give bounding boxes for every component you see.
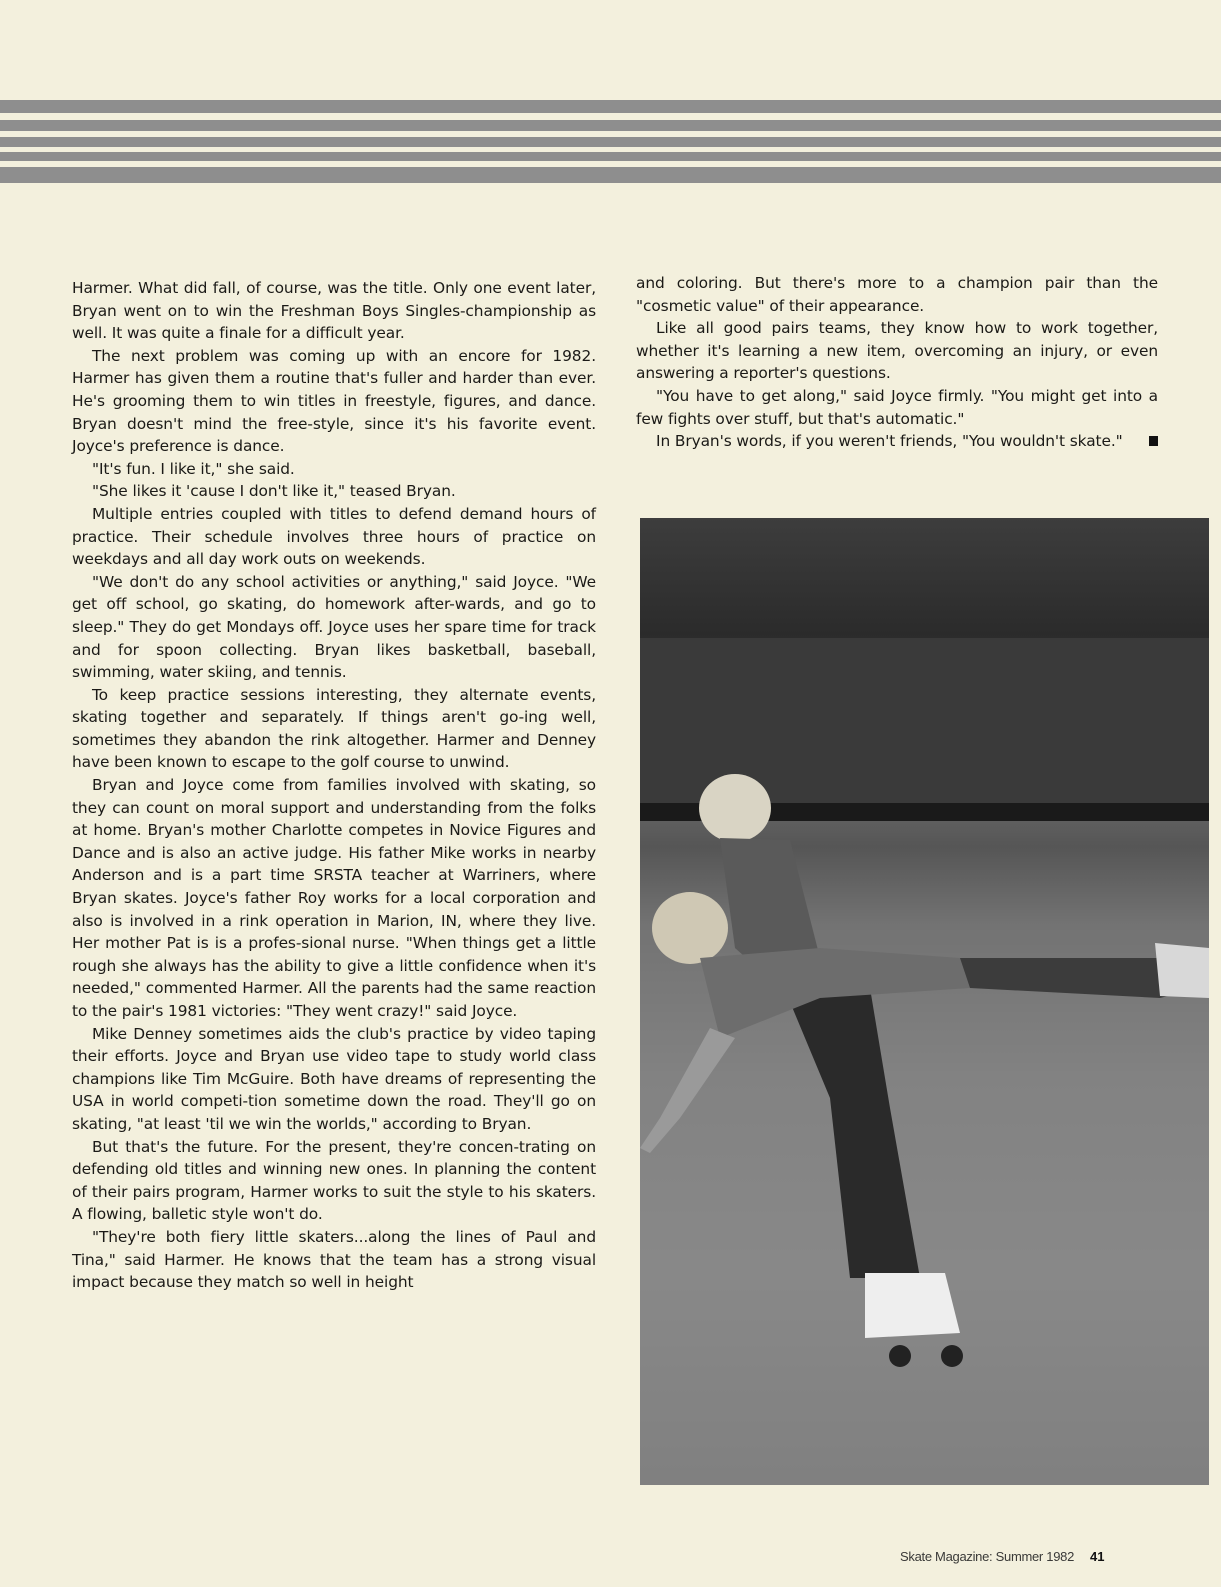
paragraph: "She likes it 'cause I don't like it," teased Bryan.: [92, 482, 456, 501]
paragraph: The next problem was coming up with an encore for 1982. Harmer has given them a routine that's fuller and harder than ever. He's grooming them to win titles in freestyle, figures, and dance. Bryan doesn't mind the free-style, since it's his favorite event. Joyce's preference is dance.: [72, 346, 596, 456]
paragraph: and coloring. But there's more to a champion pair than the "cosmetic value" of their appearance.: [636, 274, 1158, 315]
skate-wheel: [941, 1345, 963, 1367]
left-column: [72, 277, 596, 1294]
paragraph: Like all good pairs teams, they know how to work together, whether it's learning a new item, overcoming an injury, or even answering a reporter's questions.: [636, 319, 1158, 383]
male-skater-head: [699, 774, 771, 842]
female-skater-boot: [1155, 943, 1209, 998]
paragraph: [636, 430, 1158, 453]
page-footer: [900, 1549, 1180, 1571]
paragraph: "It's fun. I like it," she said.: [92, 459, 295, 478]
paragraph: "We don't do any school activities or anything," said Joyce. "We get off school, go skating, do homework after-wards, and go to sleep." They do get Mondays off. Joyce uses her spare time for track and for spoon collecting. Bryan likes basketball, baseball, swimming, water skiing, and tennis.: [72, 572, 596, 682]
paragraph: Bryan and Joyce come from families involved with skating, so they can count on moral support and understanding from the folks at home. Bryan's mother Charlotte competes in Novice Figures and Dance and is also an active judge. His father Mike works in nearby Anderson and is a part time SRSTA teacher at Warriners, where Bryan skates. Joyce's father Roy works for a local corporation and also is involved in a rink operation in Marion, IN, where they live. Her mother Pat is is a profes-sional nurse. "When things get a little rough she always has the ability to give a little confidence when it's needed," commented Harmer. All the parents had the same reaction to the pair's 1981 victories: "They went crazy!" said Joyce.: [72, 776, 596, 1020]
skating-pair-photo: [640, 518, 1209, 1485]
paragraph: Multiple entries coupled with titles to defend demand hours of practice. Their schedule involves three hours of practice on weekdays and all day work outs on weekends.: [72, 504, 596, 569]
paragraph: "You have to get along," said Joyce firmly. "You might get into a few fights over stuff, but that's automatic.": [636, 386, 1158, 428]
right-column: [636, 272, 1158, 453]
paragraph: To keep practice sessions interesting, they alternate events, skating together and separately. If things aren't go-ing well, sometimes they abandon the rink altogether. Harmer and Denney have been known to escape to the golf course to unwind.: [72, 685, 596, 772]
skate-wheel: [889, 1345, 911, 1367]
closing-sentence: In Bryan's words, if you weren't friends, "You wouldn't skate.": [656, 432, 1123, 451]
paragraph: But that's the future. For the present, they're concen-trating on defending old titles and winning new ones. In planning the content of their pairs program, Harmer works to suit the style to his skaters. A flowing, balletic style won't do.: [72, 1137, 596, 1224]
paragraph: Mike Denney sometimes aids the club's practice by video taping their efforts. Joyce and Bryan use video tape to study world class champions like Tim McGuire. Both have dreams of representing the USA in world competi-tion sometime down the road. They'll go on skating, "at least 'til we win the worlds," according to Bryan.: [72, 1024, 596, 1133]
paragraph: "They're both fiery little skaters...along the lines of Paul and Tina," said Harmer. He knows that the team has a strong visual impact because they match so well in height: [72, 1227, 596, 1292]
page-number: 41: [1090, 1549, 1105, 1564]
photo-illustration: [640, 518, 1209, 1485]
male-skater-boot: [865, 1273, 960, 1338]
end-of-article-mark: [1149, 436, 1158, 446]
header-stripes: [0, 100, 1221, 186]
paragraph: Harmer. What did fall, of course, was the title. Only one event later, Bryan went on to win the Freshman Boys Singles-championship as well. It was quite a finale for a difficult year.: [72, 279, 596, 343]
female-skater-head: [652, 892, 728, 964]
magazine-issue: Skate Magazine: Summer 1982: [900, 1549, 1074, 1564]
